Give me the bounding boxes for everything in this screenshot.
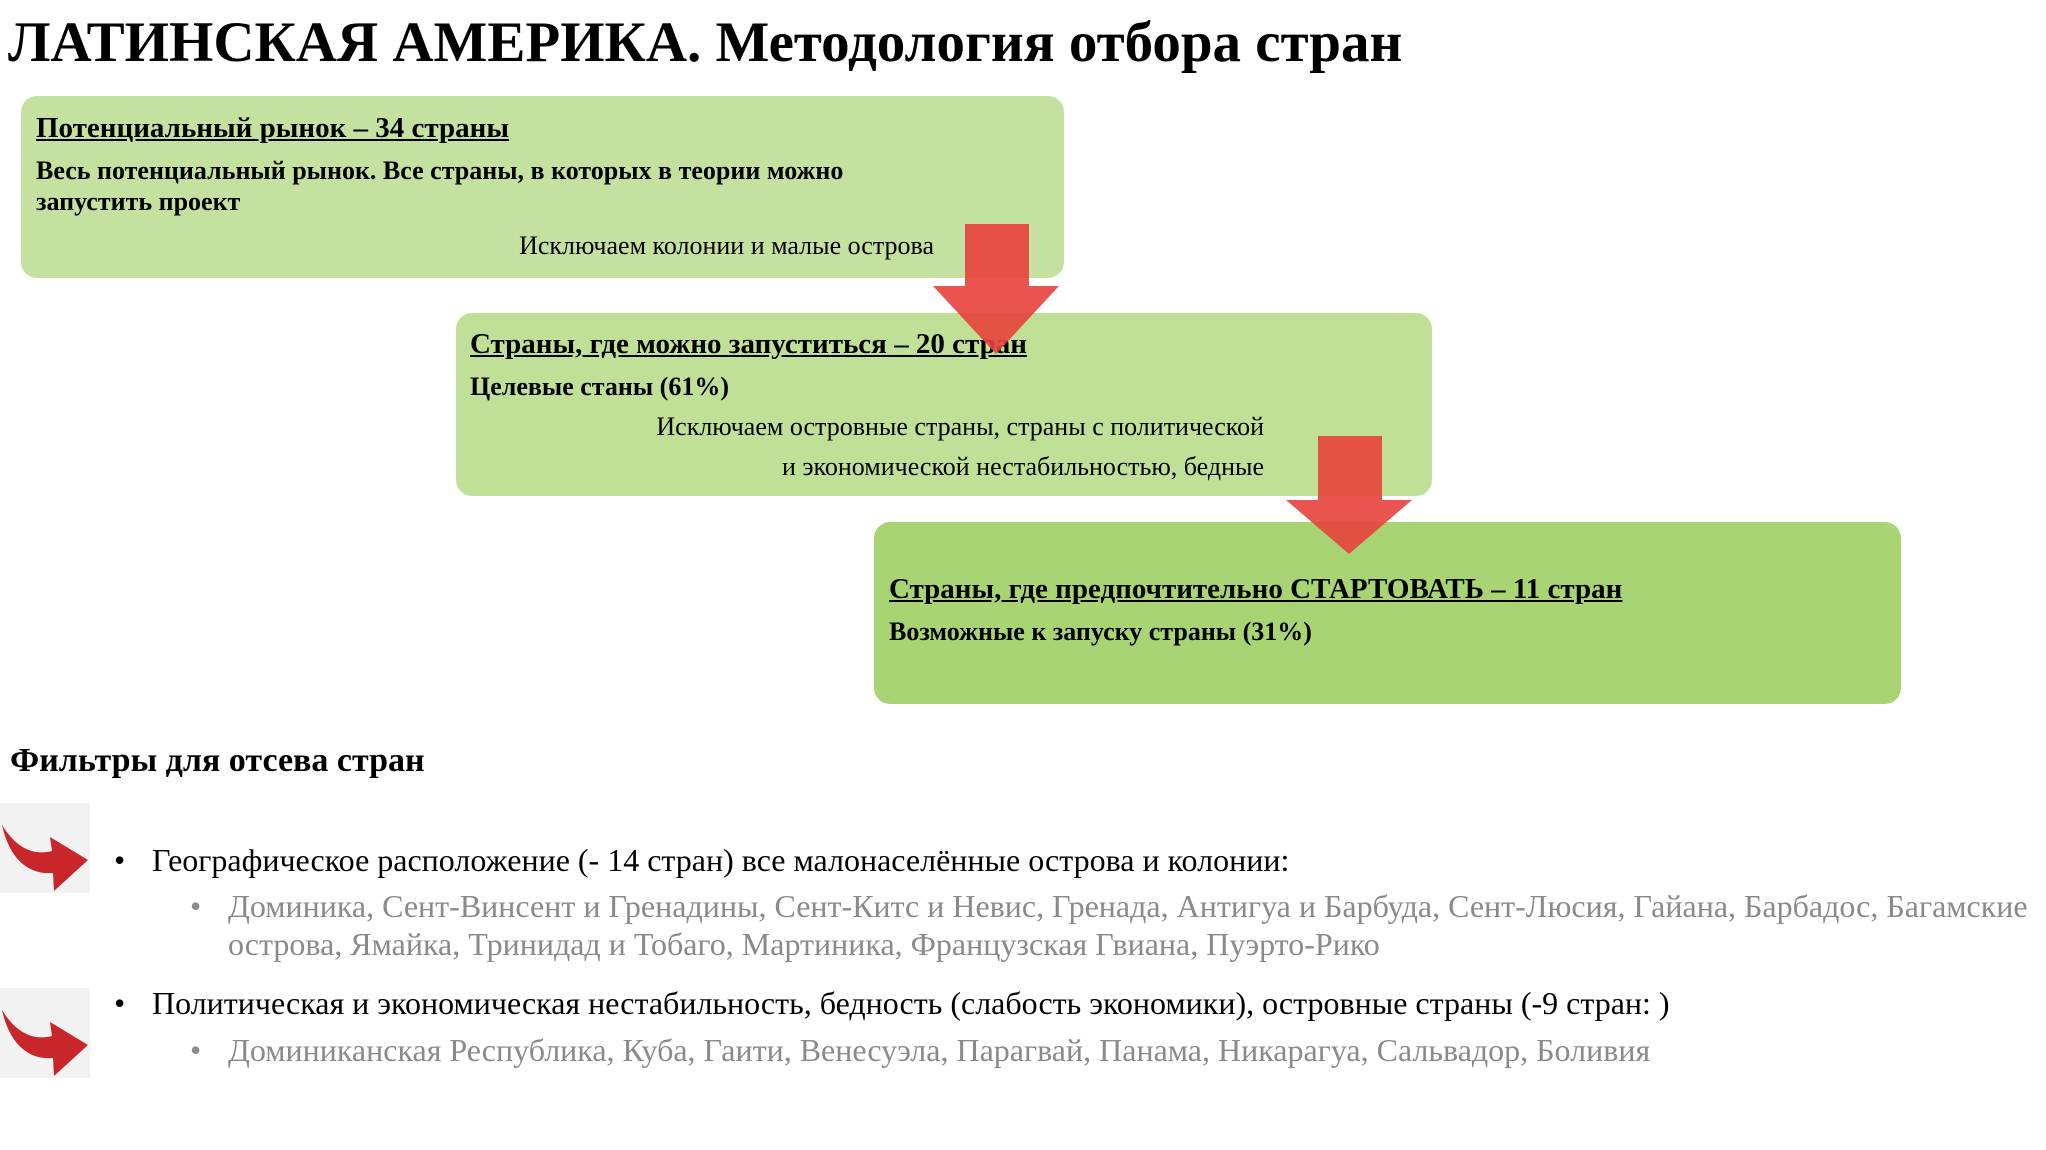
box-heading: Страны, где можно запуститься – 20 стран [470, 328, 1027, 360]
flow-box-potential-market [21, 96, 1064, 278]
box-note-line-2: и экономической нестабильностью, бедные [781, 452, 1264, 481]
box-note-line-1: Исключаем островные страны, страны с политической [656, 412, 1264, 441]
filter-marker [0, 988, 90, 1078]
filter-item-detail-text: Доминиканская Республика, Куба, Гаити, Венесуэла, Парагвай, Панама, Никарагуа, Сальвадор, Боливия [228, 1032, 1651, 1068]
box-heading: Потенциальный рынок – 34 страны [36, 112, 509, 144]
bullet-icon: • [190, 1032, 202, 1068]
curved-arrow-right-icon [0, 803, 90, 893]
box-note: Исключаем колонии и малые острова [519, 231, 934, 260]
box-subtitle: Возможные к запуску страны (31%) [889, 617, 1312, 646]
down-arrow-icon [933, 224, 1059, 354]
bullet-icon: • [114, 985, 126, 1021]
bullet-icon: • [190, 888, 202, 924]
page-title: ЛАТИНСКАЯ АМЕРИКА. Методология отбора стран [8, 11, 1403, 74]
filter-item [114, 841, 1290, 879]
bullet-icon: • [114, 842, 126, 878]
filter-marker [0, 803, 90, 893]
filters-title: Фильтры для отсева стран [10, 742, 425, 779]
filter-item-detail-text: Доминика, Сент-Винсент и Гренадины, Сент-Китс и Невис, Гренада, Антигуа и Барбуда, Сент-Люсия, Гайана, Барбадос, Багамские острова, Ямайка, Тринидад и Тобаго, Мартиника, Французская Гвиана, Пуэрто-Рико [228, 888, 2028, 962]
filter-item-detail [190, 887, 2028, 963]
filter-item-detail [190, 1031, 1651, 1069]
curved-arrow-right-icon [0, 988, 90, 1078]
filter-item-text: Политическая и экономическая нестабильность, бедность (слабость экономики), островные страны (-9 стран: ) [152, 985, 1670, 1021]
box-heading: Страны, где предпочтительно СТАРТОВАТЬ – 11 стран [889, 573, 1623, 605]
filter-item-text: Географическое расположение (- 14 стран) все малонаселённые острова и колонии: [152, 842, 1290, 878]
down-arrow-icon [1286, 436, 1412, 554]
box-subtitle: Целевые станы (61%) [470, 372, 729, 401]
box-subtitle: Весь потенциальный рынок. Все страны, в которых в теории можно запустить проект [36, 156, 844, 216]
filter-item [114, 984, 1670, 1022]
